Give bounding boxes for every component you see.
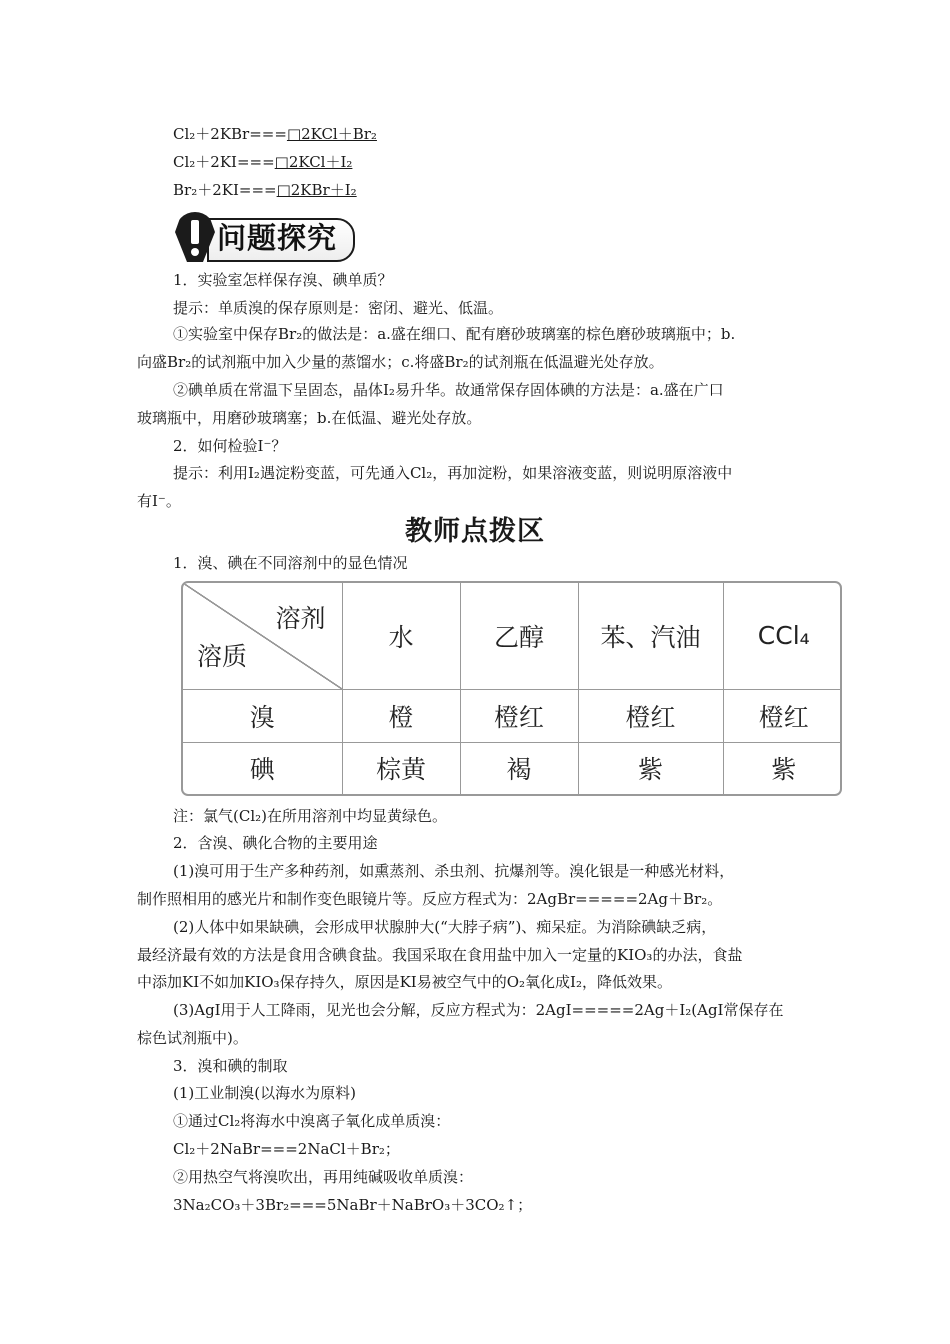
inquiry-line: ①实验室中保存Br₂的做法是：a.盛在细口、配有磨砂玻璃塞的棕色磨砂玻璃瓶中；b. <box>173 325 736 343</box>
table-cell: 橙 <box>342 689 460 742</box>
table-cell: 紫 <box>723 742 842 794</box>
body-line: 制作照相用的感光片和制作变色眼镜片等。反应方程式为：2AgBr=====2Ag＋Br₂。 <box>137 890 723 908</box>
equation-3-lhs: Br₂＋2KI=== <box>173 181 277 199</box>
body-line: (3)AgI用于人工降雨，见光也会分解，反应方程式为：2AgI=====2Ag＋I₂(AgI常保存在 <box>173 1001 784 1019</box>
color-table <box>181 581 842 796</box>
table-cell: 橙红 <box>578 689 723 742</box>
table-cell: 紫 <box>578 742 723 794</box>
body-line: (1)溴可用于生产多种药剂，如熏蒸剂、杀虫剂、抗爆剂等。溴化银是一种感光材料， <box>173 862 735 880</box>
table-row <box>183 742 842 794</box>
body-line: 3Na₂CO₃＋3Br₂===5NaBr＋NaBrO₃＋3CO₂↑； <box>173 1196 533 1214</box>
body-line: 2．含溴、碘化合物的主要用途 <box>173 834 378 852</box>
column-header: 苯、汽油 <box>578 583 723 689</box>
table-row <box>183 689 842 742</box>
column-header: CCl₄ <box>723 583 842 689</box>
inquiry-banner-title: 问题探究 <box>217 221 338 255</box>
table-corner-cell <box>183 583 342 689</box>
equation-2 <box>173 148 853 176</box>
body-line: (2)人体中如果缺碘，会形成甲状腺肿大(“大脖子病”)、痴呆症。为消除碘缺乏病， <box>173 918 717 936</box>
body-line: (1)工业制溴(以海水为原料) <box>173 1084 356 1102</box>
inquiry-line: 向盛Br₂的试剂瓶中加入少量的蒸馏水；c.将盛Br₂的试剂瓶在低温避光处存放。 <box>137 353 664 371</box>
inquiry-q1: 1．实验室怎样保存溴、碘单质？ <box>173 271 393 289</box>
table-cell: 橙红 <box>723 689 842 742</box>
point1-title: 1．溴、碘在不同溶剂中的显色情况 <box>173 554 408 572</box>
inquiry-q2: 2．如何检验I⁻？ <box>173 437 287 455</box>
inquiry-line: ②碘单质在常温下呈固态，晶体I₂易升华。故通常保存固体碘的方法是：a.盛在广口 <box>173 381 724 399</box>
equation-1-rhs: □2KCl＋Br₂ <box>286 125 377 143</box>
inquiry-banner <box>175 212 355 262</box>
body-line: 最经济最有效的方法是食用含碘食盐。我国采取在食用盐中加入一定量的KIO₃的办法，食盐 <box>137 946 743 964</box>
body-line: 3．溴和碘的制取 <box>173 1057 288 1075</box>
table-note: 注：氯气(Cl₂)在所用溶剂中均显黄绿色。 <box>173 807 447 825</box>
body-line: Cl₂＋2NaBr===2NaCl＋Br₂； <box>173 1140 400 1158</box>
equation-3-rhs: □2KBr＋I₂ <box>276 181 357 199</box>
inquiry-line: 玻璃瓶中，用磨砂玻璃塞；b.在低温、避光处存放。 <box>137 409 482 427</box>
equation-1 <box>173 120 853 148</box>
inquiry-hint2: 提示：利用I₂遇淀粉变蓝，可先通入Cl₂，再加淀粉，如果溶液变蓝，则说明原溶液中 <box>173 464 733 482</box>
equation-3 <box>173 176 853 204</box>
table-cell: 棕黄 <box>342 742 460 794</box>
inquiry-line: 有I⁻。 <box>137 492 181 510</box>
column-header: 水 <box>342 583 460 689</box>
body-line: 棕色试剂瓶中)。 <box>137 1029 248 1047</box>
table-cell: 褐 <box>460 742 578 794</box>
equation-1-lhs: Cl₂＋2KBr=== <box>173 125 287 143</box>
body-line: ①通过Cl₂将海水中溴离子氧化成单质溴： <box>173 1112 451 1130</box>
corner-solvent-label: 溶剂 <box>275 604 326 633</box>
row-header: 碘 <box>183 742 342 794</box>
equation-2-lhs: Cl₂＋2KI=== <box>173 153 275 171</box>
equation-2-rhs: □2KCl＋I₂ <box>274 153 353 171</box>
inquiry-hint1: 提示：单质溴的保存原则是：密闭、避光、低温。 <box>173 299 504 317</box>
row-header: 溴 <box>183 689 342 742</box>
corner-solute-label: 溶质 <box>197 641 248 671</box>
body-line: ②用热空气将溴吹出，再用纯碱吸收单质溴： <box>173 1168 474 1186</box>
table-cell: 橙红 <box>460 689 578 742</box>
body-line: 中添加KI不如加KIO₃保存持久，原因是KI易被空气中的O₂氧化成I₂，降低效果。 <box>137 973 672 991</box>
section-title: 教师点拨区 <box>405 516 545 547</box>
column-header: 乙醇 <box>460 583 578 689</box>
